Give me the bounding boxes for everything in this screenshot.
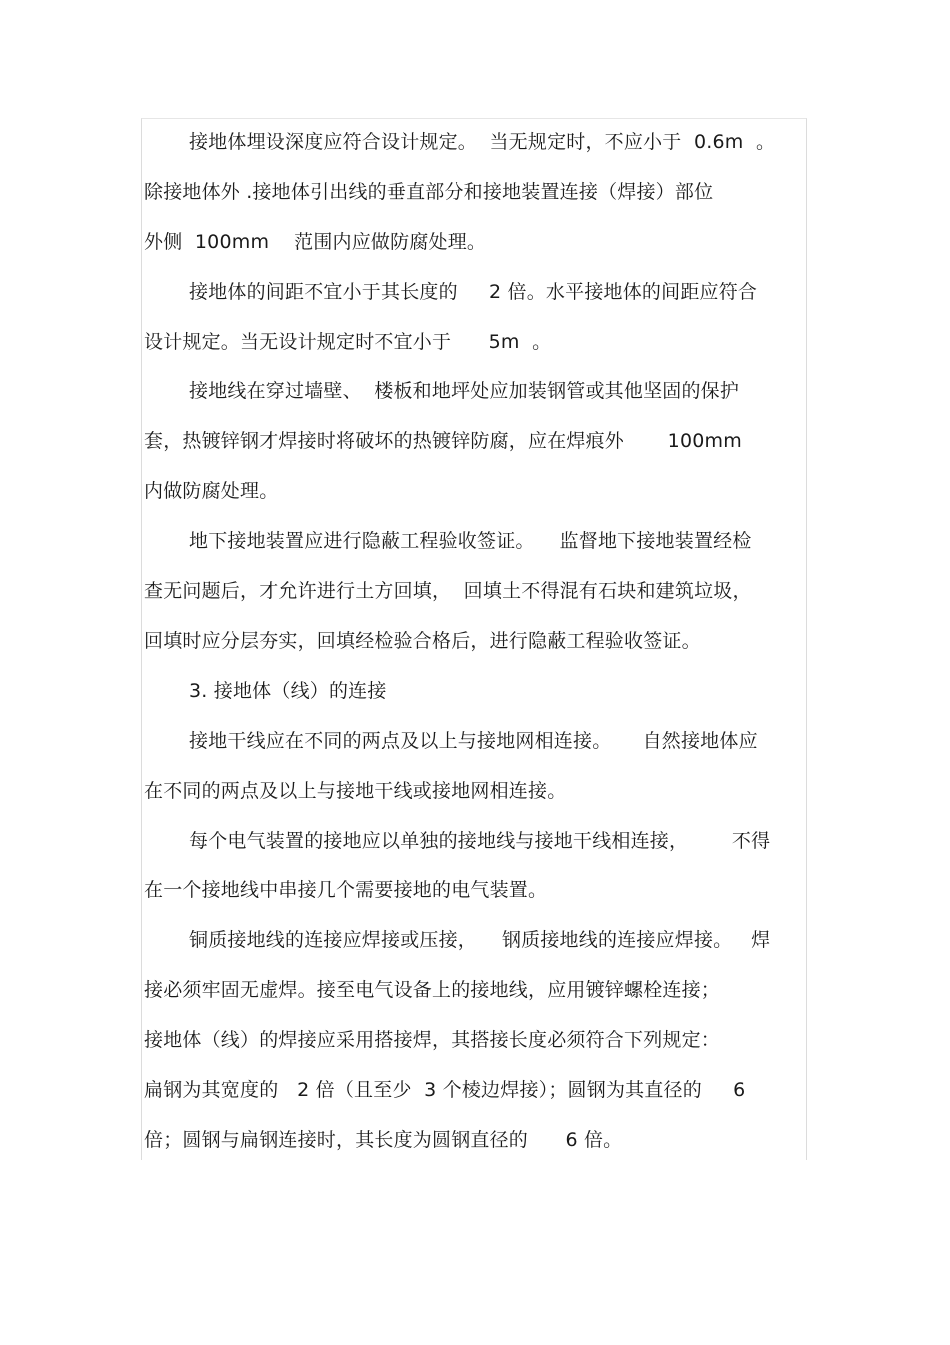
paragraph-line: 接地线在穿过墙壁、 楼板和地坪处应加装钢管或其他坚固的保护 [189, 380, 740, 402]
paragraph-line: 除接地体外 .接地体引出线的垂直部分和接地装置连接（焊接）部位 [144, 181, 714, 203]
paragraph-line: 套，热镀锌钢才焊接时将破坏的热镀锌防腐，应在焊痕外 100mm [144, 430, 742, 452]
paragraph-line: 设计规定。当无设计规定时不宜小于 5m 。 [144, 331, 552, 353]
paragraph-line: 接地体的间距不宜小于其长度的 2 倍。水平接地体的间距应符合 [189, 281, 758, 303]
paragraph-line: 内做防腐处理。 [144, 480, 279, 502]
paragraph-line: 接地体（线）的焊接应采用搭接焊，其搭接长度必须符合下列规定： [144, 1029, 721, 1051]
paragraph-line: 铜质接地线的连接应焊接或压接， 钢质接地线的连接应焊接。 焊 [189, 929, 771, 951]
paragraph-line: 倍；圆钢与扁钢连接时，其长度为圆钢直径的 6 倍。 [144, 1129, 623, 1151]
paragraph-line: 在一个接地线中串接几个需要接地的电气装置。 [144, 879, 548, 901]
paragraph-line: 扁钢为其宽度的 2 倍（且至少 3 个棱边焊接）；圆钢为其直径的 6 [144, 1079, 746, 1101]
paragraph-line: 在不同的两点及以上与接地干线或接地网相连接。 [144, 780, 567, 802]
paragraph-line: 查无问题后，才允许进行土方回填， 回填土不得混有石块和建筑垃圾， [144, 580, 752, 602]
section-heading: 3. 接地体（线）的连接 [189, 680, 387, 702]
paragraph-line: 接地体埋设深度应符合设计规定。 当无规定时，不应小于 0.6m 。 [189, 131, 776, 153]
paragraph-line: 外侧 100mm 范围内应做防腐处理。 [144, 231, 487, 253]
paragraph-line: 接必须牢固无虚焊。接至电气设备上的接地线，应用镀锌螺栓连接； [144, 979, 721, 1001]
paragraph-line: 回填时应分层夯实，回填经检验合格后，进行隐蔽工程验收签证。 [144, 630, 701, 652]
paragraph-line: 接地干线应在不同的两点及以上与接地网相连接。 自然接地体应 [189, 730, 758, 752]
paragraph-line: 每个电气装置的接地应以单独的接地线与接地干线相连接， 不得 [189, 830, 771, 852]
paragraph-line: 地下接地装置应进行隐蔽工程验收签证。 监督地下接地装置经检 [189, 530, 752, 552]
